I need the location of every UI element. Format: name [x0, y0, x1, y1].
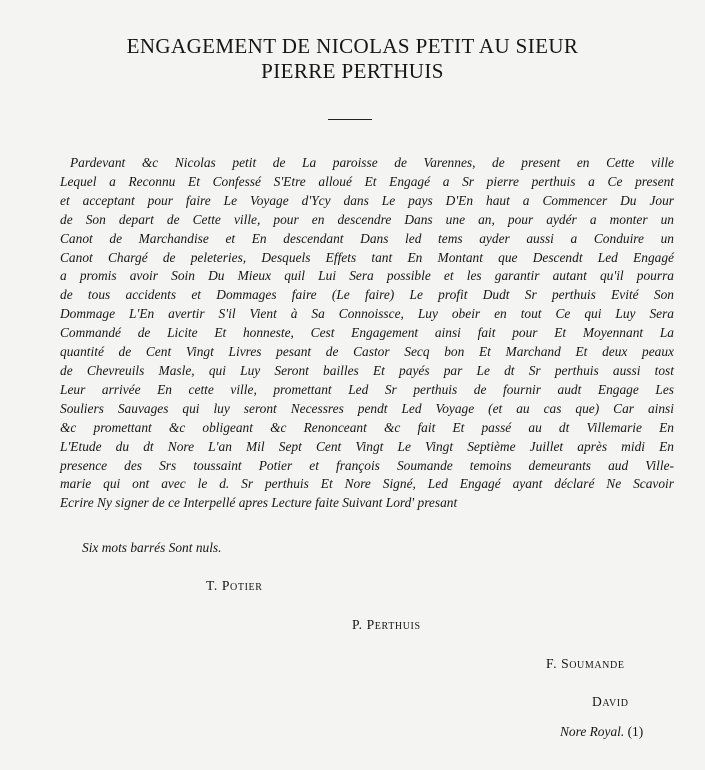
body-line: Leur arrivée En cette ville, promettant Led Sr perthuis de fournir audt Engage Les	[60, 381, 674, 397]
body-line: marie qui ont avec le d. Sr perthuis Et Nore Signé, Led Engagé ayant déclaré Ne Scavoir	[60, 476, 674, 492]
document-title	[0, 34, 705, 84]
body-line: de Chevreuils Masle, qui Luy Seront bailles Et payés par Le dt Sr perthuis aussi tost	[60, 362, 674, 378]
body-line: Canot de Marchandise et En descendant Dans led tems ayder aussi a Conduire un	[60, 230, 674, 246]
signature-david: David	[592, 694, 629, 709]
body-line: L'Etude du dt Nore L'an Mil Sept Cent Vingt Le Vingt Septième Juillet après midi En	[60, 438, 674, 454]
title-line-1: ENGAGEMENT DE NICOLAS PETIT AU SIEUR	[126, 34, 579, 58]
body-line: Lequel a Reconnu Et Confessé S'Etre alloué Et Engagé a Sr pierre perthuis a Ce present	[60, 173, 674, 189]
body-line: &c promettant &c obligeant &c Renonceant &c fait Et passé au dt Villemarie En	[60, 419, 674, 435]
body-line: Commandé de Licite Et honneste, Cest Engagement ainsi fait pour Et Moyennant La	[60, 325, 674, 341]
footnote-reference: (1)	[627, 724, 644, 739]
body-line: a promis avoir Soin Du Mieux quil Lui Sera possible et les garantir autant qu'il pourra	[60, 268, 674, 284]
contract-body	[60, 154, 674, 513]
title-divider	[328, 119, 372, 120]
body-line: Dommage L'En avertir S'il Vient à Sa Connoissce, Luy obeir en tout Ce qui Luy Sera	[60, 306, 674, 322]
body-line: Souliers Sauvages qui luy seront Necessres pendt Led Voyage (et au cas que) Car ainsi	[60, 400, 674, 416]
signature-soumande: F. Soumande	[546, 656, 625, 671]
erasure-note: Six mots barrés Sont nuls.	[82, 540, 222, 555]
title-line-2: PIERRE PERTHUIS	[261, 59, 444, 83]
notary-title	[560, 724, 643, 740]
signature-potier: T. Potier	[206, 578, 263, 593]
body-line: de Son depart de Cette ville, pour en descendre Dans une an, pour aydér a monter un	[60, 211, 674, 227]
signature-perthuis: P. Perthuis	[352, 617, 421, 632]
body-line: Ecrire Ny signer de ce Interpellé apres Lecture faite Suivant Lord' presant	[60, 495, 458, 511]
body-line: de tous accidents et Dommages faire (Le faire) Le profit Dudt Sr perthuis Evité Son	[60, 287, 674, 303]
body-line: et acceptant pour faire Le Voyage d'Ycy dans Le pays D'En haut a Commencer Du Jour	[60, 192, 674, 208]
body-line: Pardevant &c Nicolas petit de La paroisse de Varennes, de present en Cette ville	[70, 155, 674, 170]
body-line: quantité de Cent Vingt Livres pesant de Castor Secq bon Et Marchand Et deux peaux	[60, 344, 674, 360]
body-line: presence des Srs toussaint Potier et françois Soumande temoins demeurants aud Ville-	[60, 457, 674, 473]
notary-title-text: Nore Royal.	[560, 724, 625, 739]
body-line: Canot Chargé de peleteries, Desquels Effets tant En Montant que Descendt Led Engagé	[60, 249, 674, 265]
